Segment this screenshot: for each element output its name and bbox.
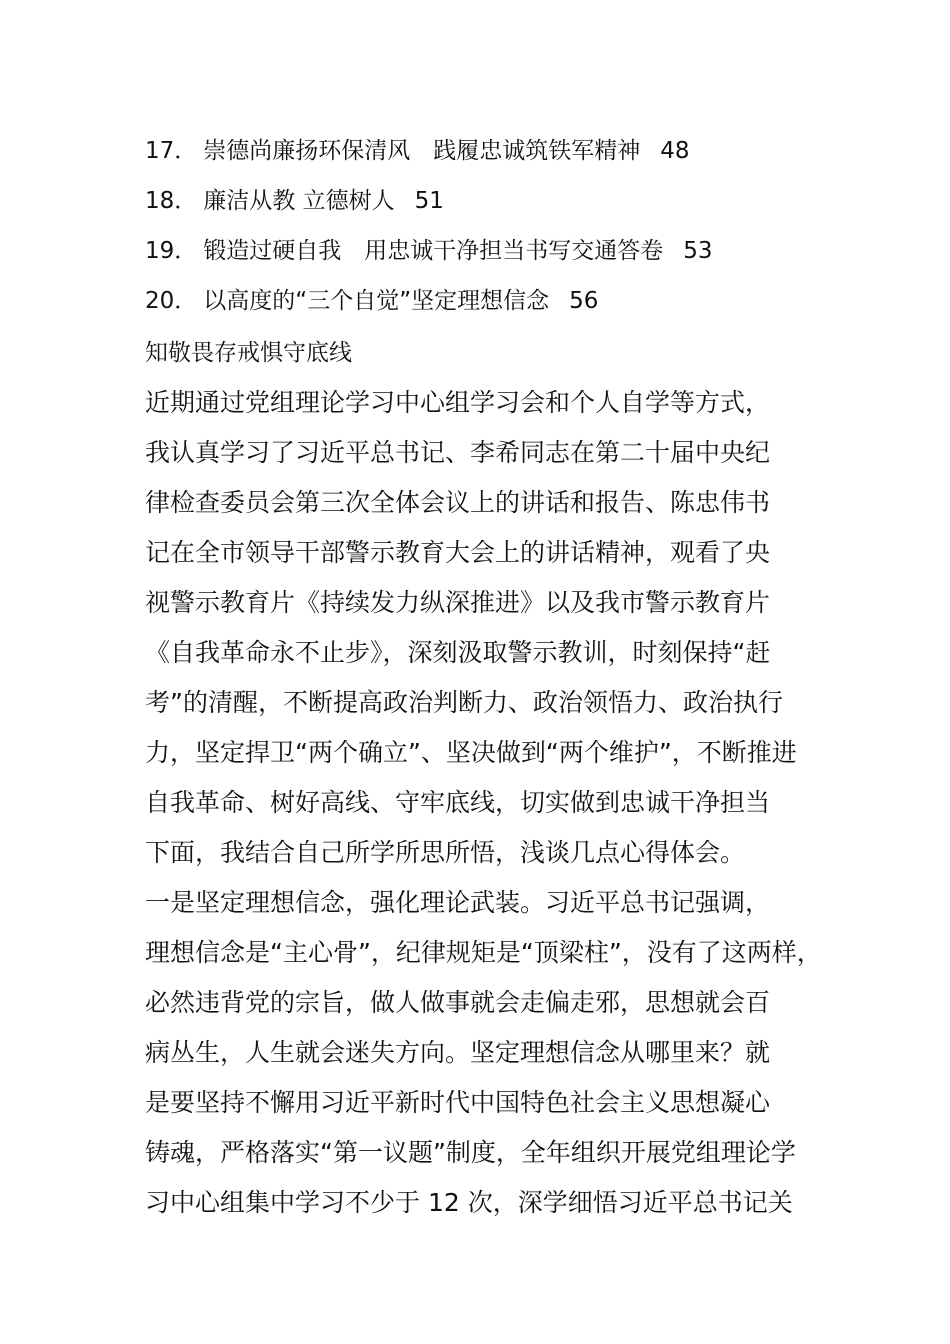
- toc-entry-title: 崇德尚廉扬环保清风 践履忠诚筑铁军精神: [203, 138, 641, 164]
- toc-entry-page: 51: [414, 188, 444, 214]
- toc-entry-page: 53: [683, 238, 713, 264]
- text-line: 习中心组集中学习不少于 12 次，深学细悟习近平总书记关: [145, 1188, 793, 1217]
- toc-entry-title: 廉洁从教 立德树人: [203, 188, 395, 214]
- text-line: 律检查委员会第三次全体会议上的讲话和报告、陈忠伟书: [145, 488, 771, 517]
- table-of-contents: [145, 132, 905, 332]
- text-line: 记在全市领导干部警示教育大会上的讲话精神，观看了央: [145, 538, 771, 567]
- article-body: [145, 328, 845, 1228]
- toc-entry-number: 19．: [145, 238, 198, 264]
- toc-entry-17[interactable]: [145, 132, 905, 182]
- toc-entry-number: 20．: [145, 288, 198, 314]
- text-line: 必然违背党的宗旨，做人做事就会走偏走邪，思想就会百: [145, 988, 771, 1017]
- toc-entry-19[interactable]: [145, 232, 905, 282]
- text-line: 视警示教育片《持续发力纵深推进》以及我市警示教育片: [145, 588, 771, 617]
- text-line: 下面，我结合自己所学所思所悟，浅谈几点心得体会。: [145, 838, 746, 867]
- text-line: 一是坚定理想信念，强化理论武装。习近平总书记强调，: [145, 888, 771, 917]
- text-line: 铸魂，严格落实“第一议题”制度，全年组织开展党组理论学: [145, 1138, 796, 1167]
- toc-entry-number: 18．: [145, 188, 198, 214]
- text-line: 我认真学习了习近平总书记、李希同志在第二十届中央纪: [145, 438, 771, 467]
- toc-entry-page: 48: [660, 138, 690, 164]
- article-heading: 知敬畏存戒惧守底线: [145, 340, 352, 366]
- text-line: 力，坚定捍卫“两个确立”、坚决做到“两个维护”，不断推进: [145, 738, 797, 767]
- text-line: 《自我革命永不止步》，深刻汲取警示教训，时刻保持“赶: [145, 638, 771, 667]
- text-line: 考”的清醒，不断提高政治判断力、政治领悟力、政治执行: [145, 688, 783, 717]
- text-line: 自我革命、树好高线、守牢底线，切实做到忠诚干净担当: [145, 788, 771, 817]
- toc-entry-page: 56: [569, 288, 599, 314]
- text-line: 是要坚持不懈用习近平新时代中国特色社会主义思想凝心: [145, 1088, 771, 1117]
- text-line: 理想信念是“主心骨”，纪律规矩是“顶梁柱”，没有了这两样，: [145, 938, 822, 967]
- toc-entry-18[interactable]: [145, 182, 905, 232]
- text-line: 病丛生，人生就会迷失方向。坚定理想信念从哪里来？就: [145, 1038, 771, 1067]
- toc-entry-20[interactable]: [145, 282, 905, 332]
- text-line: 近期通过党组理论学习中心组学习会和个人自学等方式，: [145, 388, 771, 417]
- toc-entry-title: 以高度的“三个自觉”坚定理想信念: [203, 288, 550, 314]
- toc-entry-number: 17．: [145, 138, 198, 164]
- toc-entry-title: 锻造过硬自我 用忠诚干净担当书写交通答卷: [203, 238, 664, 264]
